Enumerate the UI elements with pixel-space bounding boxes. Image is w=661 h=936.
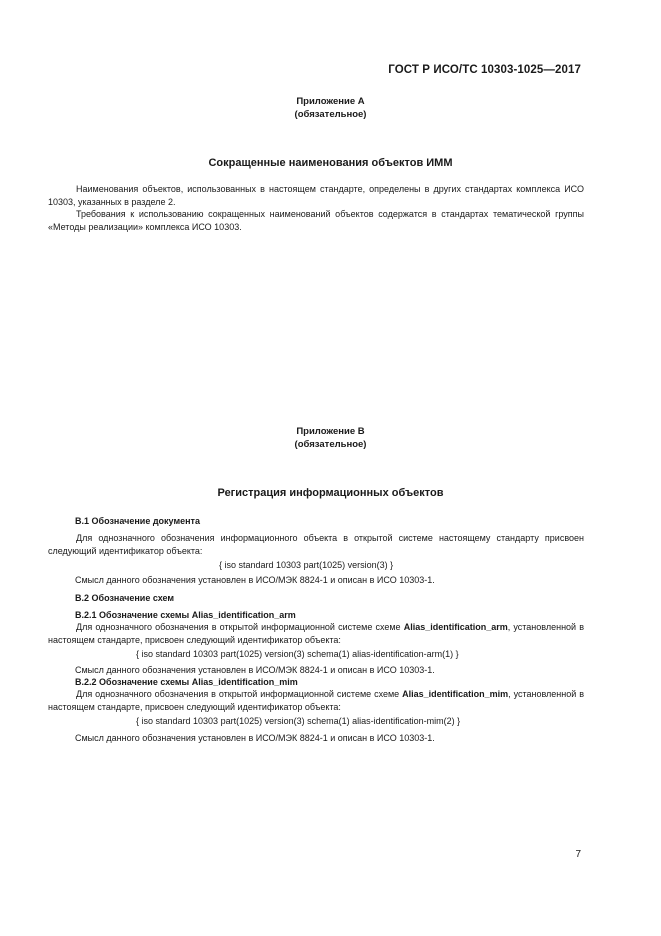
appendix-b-status: (обязательное) [294,439,367,450]
document-object-identifier: { iso standard 10303 part(1025) version(3) } [219,560,394,570]
appendix-b-label: Приложение В [296,426,365,437]
section-b2-heading: В.2 Обозначение схем [75,593,175,603]
section-b22-heading: В.2.2 Обозначение схемы Alias_identification_mim [75,677,298,687]
section-b21-meaning: Смысл данного обозначения установлен в ИСО/МЭК 8824-1 и описан в ИСО 10303-1. [75,665,435,675]
appendix-a-paragraph-1: Наименования объектов, использованных в настоящем стандарте, определены в других стандартах комплекса ИСО 10303, указанных в разделе 2. [48,184,584,207]
appendix-a-paragraph-2: Требования к использованию сокращенных наименований объектов содержатся в стандартах тематической группы «Методы реализации» комплекса ИСО 10303. [48,209,584,232]
section-b21-heading: В.2.1 Обозначение схемы Alias_identification_arm [75,610,296,620]
section-b1-heading: В.1 Обозначение документа [75,516,200,526]
section-b22-meaning: Смысл данного обозначения установлен в ИСО/МЭК 8824-1 и описан в ИСО 10303-1. [75,733,435,743]
page-number: 7 [575,849,581,860]
mim-schema-object-identifier: { iso standard 10303 part(1025) version(3) schema(1) alias-identification-mim(2) } [136,716,461,726]
appendix-a-label: Приложение А [296,96,365,107]
document-number: ГОСТ Р ИСО/ТС 10303-1025—2017 [388,64,581,76]
arm-schema-object-identifier: { iso standard 10303 part(1025) version(3) schema(1) alias-identification-arm(1) } [136,649,459,659]
schema-name-mim: Alias_identification_mim [402,689,509,699]
section-b1-paragraph: Для однозначного обозначения информационного объекта в открытой системе настоящему стандарту присвоен следующий идентификатор объекта: [48,533,584,556]
section-b21-paragraph: Для однозначного обозначения в открытой информационной системе схеме Alias_identification_arm, установленной в настоящем стандарте, присвоен следующий идентификатор объекта: [48,622,585,645]
schema-name-arm: Alias_identification_arm [403,622,508,632]
section-b1-meaning: Смысл данного обозначения установлен в ИСО/МЭК 8824-1 и описан в ИСО 10303-1. [75,575,435,585]
appendix-a-title: Сокращенные наименования объектов ИММ [208,157,453,169]
section-b22-paragraph: Для однозначного обозначения в открытой информационной системе схеме Alias_identification_mim, установленной в настоящем стандарте, присвоен следующий идентификатор объекта: [48,689,584,712]
appendix-b-title: Регистрация информационных объектов [217,487,444,499]
appendix-a-status: (обязательное) [294,109,367,120]
